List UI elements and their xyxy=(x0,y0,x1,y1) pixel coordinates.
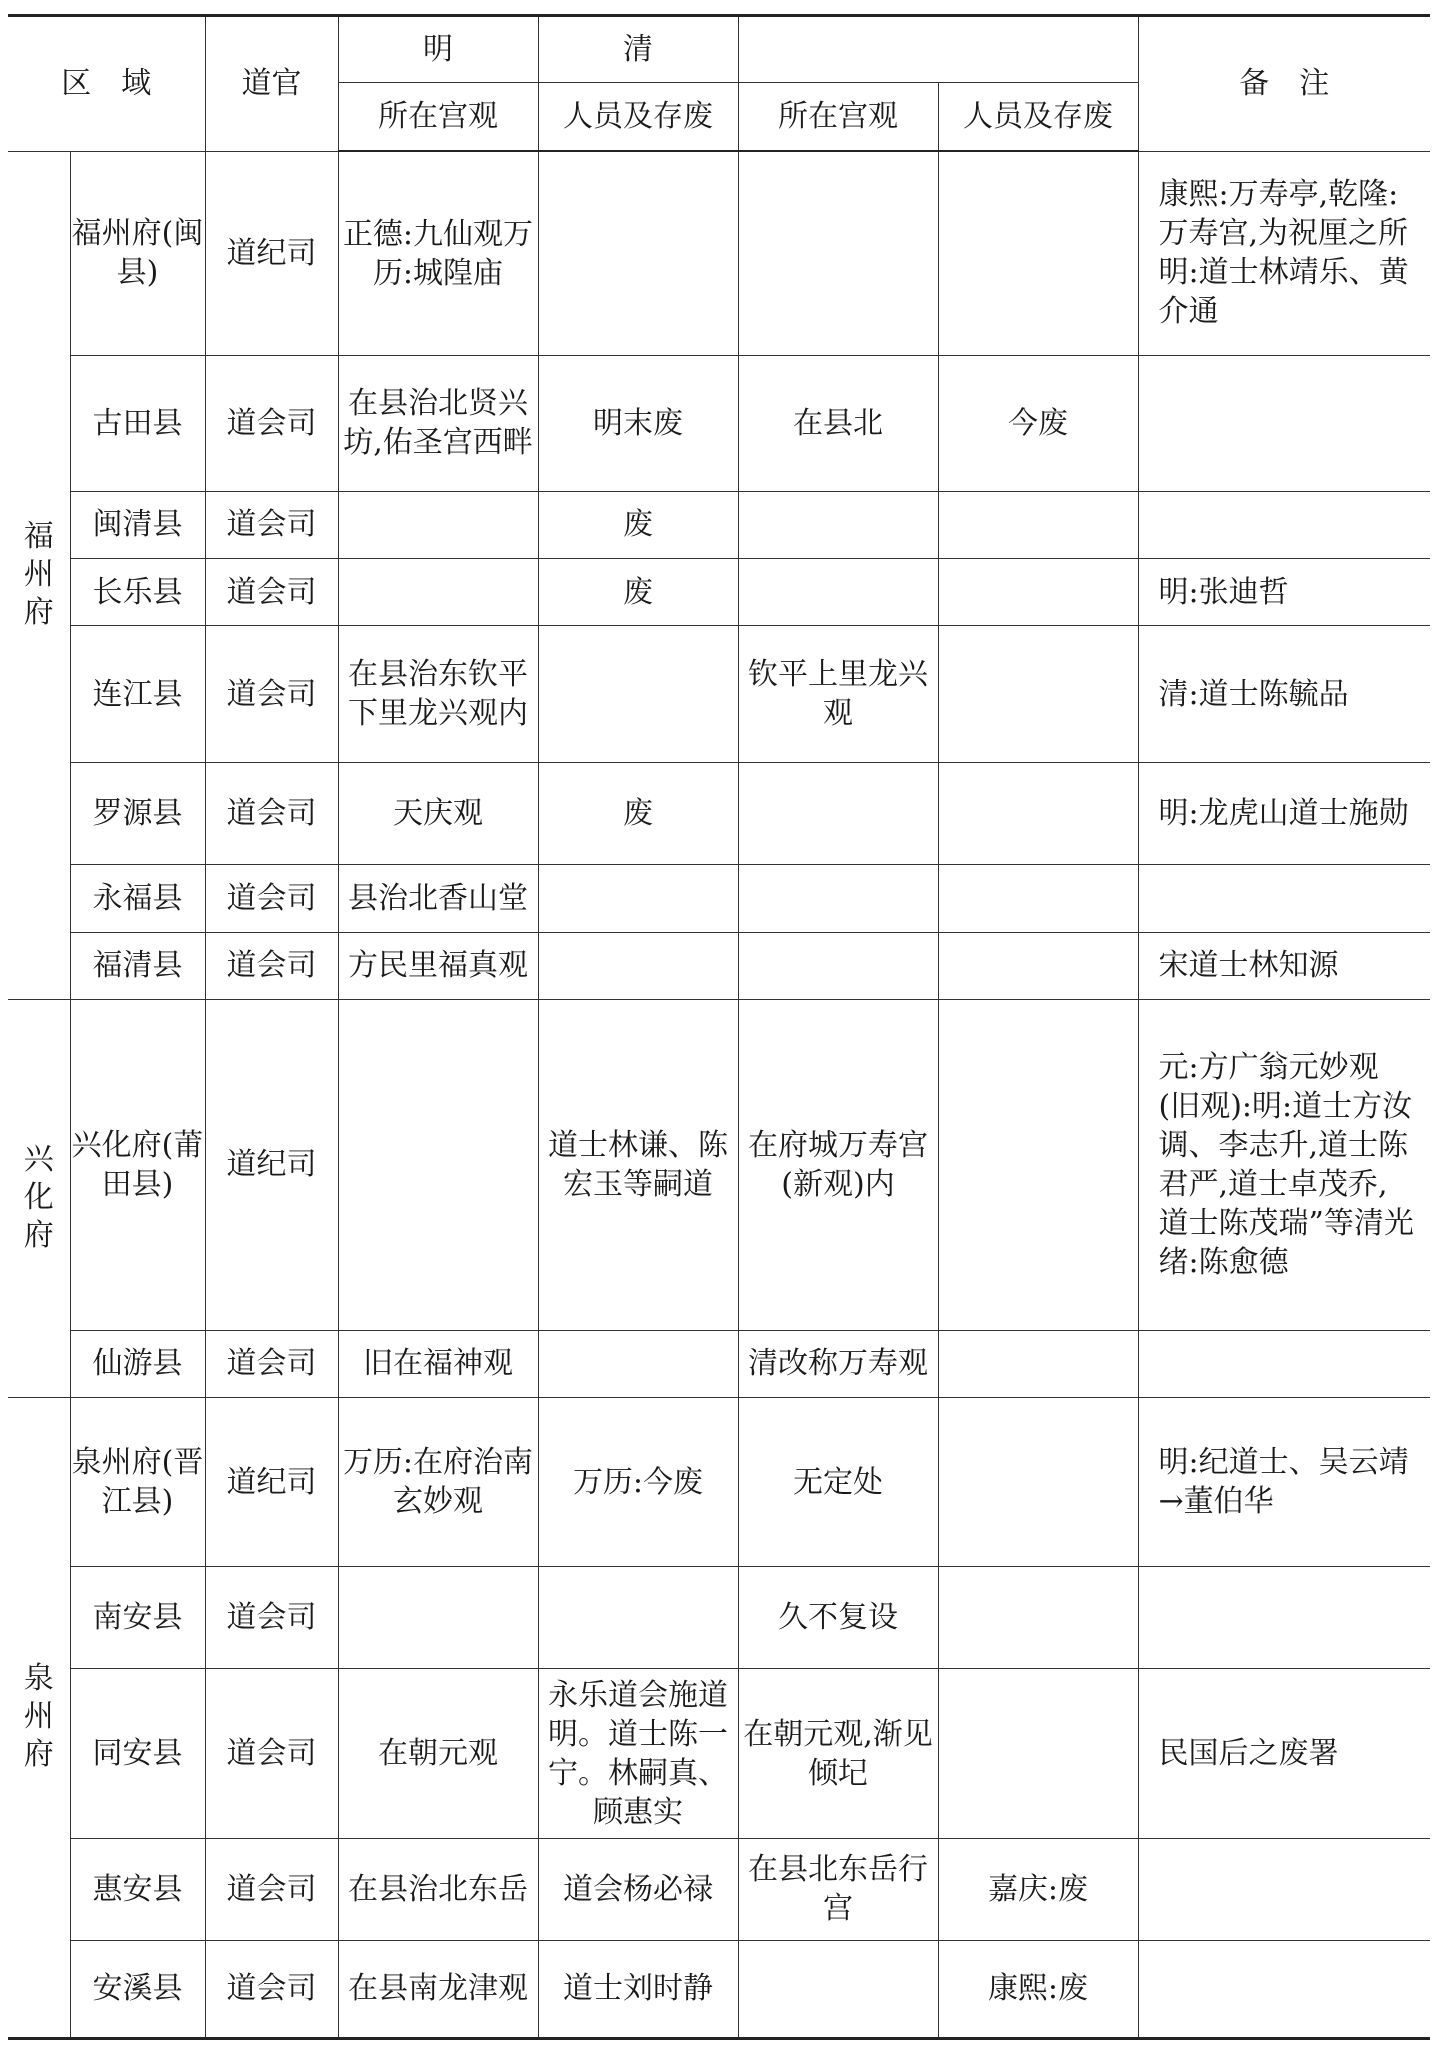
county-cell: 福清县 xyxy=(70,932,205,999)
ming-temple-cell xyxy=(338,1567,538,1669)
ming-status-cell: 永乐道会施道明。道士陈一宁。林嗣真、顾惠实 xyxy=(538,1669,738,1838)
header-qing: 清 xyxy=(538,16,738,83)
county-cell: 同安县 xyxy=(70,1669,205,1838)
official-cell: 道会司 xyxy=(205,865,338,932)
ming-temple-cell: 在县治北贤兴坊,佑圣宫西畔 xyxy=(338,355,538,491)
table-row xyxy=(8,999,1430,1330)
qing-temple-cell: 无定处 xyxy=(738,1397,938,1566)
qing-temple-cell: 在县北 xyxy=(738,355,938,491)
ming-temple-cell: 在朝元观 xyxy=(338,1669,538,1838)
notes-cell: 明:张迪哲 xyxy=(1138,558,1430,625)
notes-cell xyxy=(1138,491,1430,558)
table-row xyxy=(8,1940,1430,2038)
county-cell: 南安县 xyxy=(70,1567,205,1669)
county-cell: 仙游县 xyxy=(70,1330,205,1397)
qing-status-cell xyxy=(938,932,1138,999)
county-cell: 安溪县 xyxy=(70,1940,205,2038)
table-row xyxy=(8,763,1430,865)
table-row xyxy=(8,558,1430,625)
ming-status-cell: 废 xyxy=(538,491,738,558)
qing-status-cell: 康熙:废 xyxy=(938,1940,1138,2038)
county-cell: 罗源县 xyxy=(70,763,205,865)
ming-status-cell xyxy=(538,1330,738,1397)
official-cell: 道纪司 xyxy=(205,999,338,1330)
qing-status-cell xyxy=(938,1567,1138,1669)
official-cell: 道会司 xyxy=(205,1838,338,1940)
qing-temple-cell xyxy=(738,932,938,999)
county-cell: 泉州府(晋江县) xyxy=(70,1397,205,1566)
ming-status-cell xyxy=(538,626,738,763)
ming-temple-cell: 天庆观 xyxy=(338,763,538,865)
official-cell: 道纪司 xyxy=(205,1397,338,1566)
qing-status-cell: 今废 xyxy=(938,355,1138,491)
table-row xyxy=(8,1669,1430,1838)
county-cell: 惠安县 xyxy=(70,1838,205,1940)
notes-cell: 宋道士林知源 xyxy=(1138,932,1430,999)
qing-temple-cell xyxy=(738,865,938,932)
ming-status-cell: 万历:今废 xyxy=(538,1397,738,1566)
ming-status-cell xyxy=(538,865,738,932)
header-qing-personnel: 人员及存废 xyxy=(938,83,1138,151)
table-row xyxy=(8,932,1430,999)
qing-temple-cell xyxy=(738,151,938,355)
qing-temple-cell: 在朝元观,渐见倾圮 xyxy=(738,1669,938,1838)
official-cell: 道会司 xyxy=(205,1567,338,1669)
header-qing-temple: 所在宫观 xyxy=(738,83,938,151)
table-row xyxy=(8,1567,1430,1669)
county-cell: 古田县 xyxy=(70,355,205,491)
qing-temple-cell: 久不复设 xyxy=(738,1567,938,1669)
notes-cell: 明:龙虎山道士施勋 xyxy=(1138,763,1430,865)
official-cell: 道会司 xyxy=(205,1940,338,2038)
county-cell: 福州府(闽县) xyxy=(70,151,205,355)
qing-status-cell xyxy=(938,491,1138,558)
official-cell: 道会司 xyxy=(205,763,338,865)
header-ming-temple: 所在宫观 xyxy=(338,83,538,151)
qing-status-cell xyxy=(938,865,1138,932)
qing-temple-cell xyxy=(738,558,938,625)
notes-cell xyxy=(1138,1838,1430,1940)
ming-status-cell xyxy=(538,151,738,355)
region-name: 泉州府 xyxy=(23,1661,54,1773)
qing-temple-cell xyxy=(738,763,938,865)
qing-temple-cell: 在县北东岳行宫 xyxy=(738,1838,938,1940)
notes-cell xyxy=(1138,1940,1430,2038)
ming-temple-cell xyxy=(338,999,538,1330)
official-cell: 道会司 xyxy=(205,558,338,625)
qing-status-cell xyxy=(938,1330,1138,1397)
official-cell: 道会司 xyxy=(205,491,338,558)
qing-temple-cell xyxy=(738,491,938,558)
ming-temple-cell: 方民里福真观 xyxy=(338,932,538,999)
ming-temple-cell: 正德:九仙观万历:城隍庙 xyxy=(338,151,538,355)
header-ming: 明 xyxy=(338,16,538,83)
ming-temple-cell: 在县南龙津观 xyxy=(338,1940,538,2038)
ming-status-cell: 废 xyxy=(538,558,738,625)
table-row xyxy=(8,355,1430,491)
notes-cell: 民国后之废署 xyxy=(1138,1669,1430,1838)
county-cell: 永福县 xyxy=(70,865,205,932)
table-row xyxy=(8,151,1430,355)
ming-temple-cell xyxy=(338,558,538,625)
ming-status-cell: 废 xyxy=(538,763,738,865)
ming-temple-cell: 旧在福神观 xyxy=(338,1330,538,1397)
region-cell xyxy=(8,999,70,1397)
header-notes: 备 注 xyxy=(1138,16,1430,152)
ming-status-cell: 明末废 xyxy=(538,355,738,491)
qing-status-cell: 嘉庆:废 xyxy=(938,1838,1138,1940)
ming-temple-cell: 万历:在府治南玄妙观 xyxy=(338,1397,538,1566)
notes-cell xyxy=(1138,1330,1430,1397)
table-row xyxy=(8,865,1430,932)
qing-status-cell xyxy=(938,626,1138,763)
official-cell: 道会司 xyxy=(205,626,338,763)
region-cell xyxy=(8,1397,70,2038)
notes-cell: 清:道士陈毓品 xyxy=(1138,626,1430,763)
county-cell: 闽清县 xyxy=(70,491,205,558)
ming-status-cell: 道会杨必禄 xyxy=(538,1838,738,1940)
ming-status-cell: 道士林谦、陈宏玉等嗣道 xyxy=(538,999,738,1330)
qing-status-cell xyxy=(938,999,1138,1330)
official-cell: 道会司 xyxy=(205,355,338,491)
header-blank xyxy=(738,16,1138,83)
ming-temple-cell: 县治北香山堂 xyxy=(338,865,538,932)
county-cell: 连江县 xyxy=(70,626,205,763)
region-name: 兴化府 xyxy=(23,1142,54,1254)
notes-cell xyxy=(1138,1567,1430,1669)
county-cell: 兴化府(莆田县) xyxy=(70,999,205,1330)
region-cell xyxy=(8,151,70,999)
table-row xyxy=(8,1330,1430,1397)
table-row xyxy=(8,491,1430,558)
header-official: 道官 xyxy=(205,16,338,152)
official-cell: 道会司 xyxy=(205,1330,338,1397)
region-name: 福州府 xyxy=(23,519,54,631)
notes-cell xyxy=(1138,865,1430,932)
table-row xyxy=(8,1838,1430,1940)
ming-temple-cell xyxy=(338,491,538,558)
ming-status-cell: 道士刘时静 xyxy=(538,1940,738,2038)
qing-temple-cell: 清改称万寿观 xyxy=(738,1330,938,1397)
taoist-office-table xyxy=(8,14,1430,2040)
header-region: 区 域 xyxy=(8,16,205,152)
notes-cell xyxy=(1138,355,1430,491)
official-cell: 道会司 xyxy=(205,932,338,999)
header-row-1 xyxy=(8,16,1430,83)
qing-status-cell xyxy=(938,763,1138,865)
notes-cell: 元:方广翁元妙观(旧观):明:道士方汝调、李志升,道士陈君严,道士卓茂乔,道士陈茂瑞”等清光绪:陈愈德 xyxy=(1138,999,1430,1330)
ming-temple-cell: 在县治北东岳 xyxy=(338,1838,538,1940)
notes-cell: 明:纪道士、吴云靖→董伯华 xyxy=(1138,1397,1430,1566)
header-ming-personnel: 人员及存废 xyxy=(538,83,738,151)
table-row xyxy=(8,1397,1430,1566)
qing-temple-cell: 在府城万寿宫(新观)内 xyxy=(738,999,938,1330)
table-row xyxy=(8,626,1430,763)
qing-status-cell xyxy=(938,1669,1138,1838)
county-cell: 长乐县 xyxy=(70,558,205,625)
qing-status-cell xyxy=(938,558,1138,625)
qing-status-cell xyxy=(938,151,1138,355)
official-cell: 道会司 xyxy=(205,1669,338,1838)
qing-temple-cell xyxy=(738,1940,938,2038)
notes-cell: 康熙:万寿亭,乾隆:万寿宫,为祝厘之所明:道士林靖乐、黄介通 xyxy=(1138,151,1430,355)
official-cell: 道纪司 xyxy=(205,151,338,355)
ming-status-cell xyxy=(538,1567,738,1669)
qing-status-cell xyxy=(938,1397,1138,1566)
ming-status-cell xyxy=(538,932,738,999)
ming-temple-cell: 在县治东钦平下里龙兴观内 xyxy=(338,626,538,763)
qing-temple-cell: 钦平上里龙兴观 xyxy=(738,626,938,763)
